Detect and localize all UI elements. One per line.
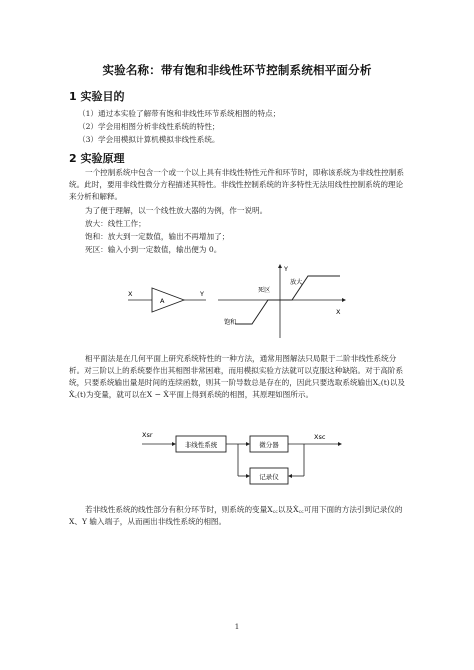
- doc-title: 实验名称：带有饱和非线性环节控制系统相平面分析: [102, 63, 372, 77]
- x-axis-arrow: [342, 298, 346, 302]
- fig2-arrow-to-diff: [246, 442, 250, 446]
- p3-text-d: 平面上得到系统的相图，其原理如图所示。: [168, 390, 314, 399]
- block-diff-label: 微分器: [259, 441, 279, 449]
- y-axis-arrow: [278, 264, 282, 268]
- p4-text-c: 可用下面的方法引到记录仪的: [303, 505, 403, 514]
- p3-var-xc: X꜀(t): [372, 378, 390, 387]
- principle-paragraph-4: [69, 504, 409, 528]
- p4-var-xcc: X꜀꜀: [267, 505, 278, 514]
- fig2-branch-right-arrow: [288, 474, 292, 478]
- principle-paragraph-3: [69, 353, 409, 401]
- amp-input-label: X: [128, 290, 133, 298]
- p4-text-b: 以及: [277, 505, 294, 514]
- purpose-item-1: （1）通过本实验了解带有饱和非线性环节系统相图的特点；: [78, 109, 281, 118]
- p4-var-xcc-dot: Ẋ꜀꜀: [293, 505, 304, 514]
- p3-text-a: 相平面法是在几何平面上研究系统特性的一种方法，通常用图解法只局限于二阶非线性系统分析。对三阶以上的系统要作出其相图非常困难，而用模拟实验方法就可以克服这种缺陷。对于高阶系统，只要系统输出量是时间的连续函数，则其一阶导数总是存在的，因此只要选取系统输出: [69, 354, 404, 387]
- p3-text-c: 为变量，就可以在: [86, 390, 147, 399]
- purpose-item-3: （3）学会用模拟计算机模拟非线性系统。: [78, 135, 220, 144]
- mode-saturation: 饱和：放大到一定数值，输出不再增加了；: [85, 232, 230, 241]
- p3-text-b: 以及: [389, 378, 405, 387]
- fig2-branch-left-arrow: [246, 474, 250, 478]
- figure-block-diagram: [128, 428, 362, 496]
- amplifier-triangle: [152, 288, 184, 312]
- fig2-input-label: Xsr: [142, 431, 153, 439]
- amp-block-label: A: [160, 297, 165, 305]
- p4-text-a: 若非线性系统的线性部分有积分环节时，则系统的变量: [85, 505, 268, 514]
- p4-text-d: X、Y 输入端子，从而画出非线性系统的相图。: [69, 517, 227, 526]
- page-number: 1: [234, 622, 240, 631]
- block-nonlinear-label: 非线性系统: [184, 441, 218, 449]
- x-axis-label: X: [336, 308, 341, 316]
- block-recorder-label: 记录仪: [259, 473, 279, 481]
- p3-var-xc-dot: Ẋ꜀(t): [69, 390, 87, 399]
- y-axis-label: Y: [284, 265, 288, 273]
- figure-saturation-characteristic: [110, 258, 360, 340]
- mode-deadzone: 死区：输入小到一定数值，输出便为 0。: [85, 245, 222, 254]
- purpose-item-2: （2）学会用相图分析非线性系统的特性；: [78, 122, 220, 131]
- fig2-output-label: Xsc: [314, 433, 326, 441]
- principle-paragraph-2: 为了便于理解，以一个线性放大器的为例，作一说明。: [85, 206, 268, 215]
- amp-output-label: Y: [200, 290, 204, 298]
- principle-paragraph-1: 一个控制系统中包含一个或一个以上具有非线性特性元件和环节时，即称该系统为非线性控制系统。此时，要用非线性微分方程描述其特性。非线性控制系统的许多特性无法用线性控制系统的理论来分析和解释。: [69, 168, 404, 201]
- section-heading-purpose: 1 实验目的: [69, 90, 125, 103]
- section-heading-principle: 2 实验原理: [69, 152, 125, 165]
- label-amplify: 放大: [290, 279, 303, 286]
- mode-amplify: 放大：线性工作；: [85, 219, 146, 228]
- label-deadzone: 死区: [258, 287, 271, 294]
- fig2-output-arrow: [338, 442, 342, 446]
- fig2-input-arrow: [172, 442, 176, 446]
- label-saturation: 饱和: [224, 319, 237, 326]
- p3-plane: X − Ẋ: [146, 390, 169, 399]
